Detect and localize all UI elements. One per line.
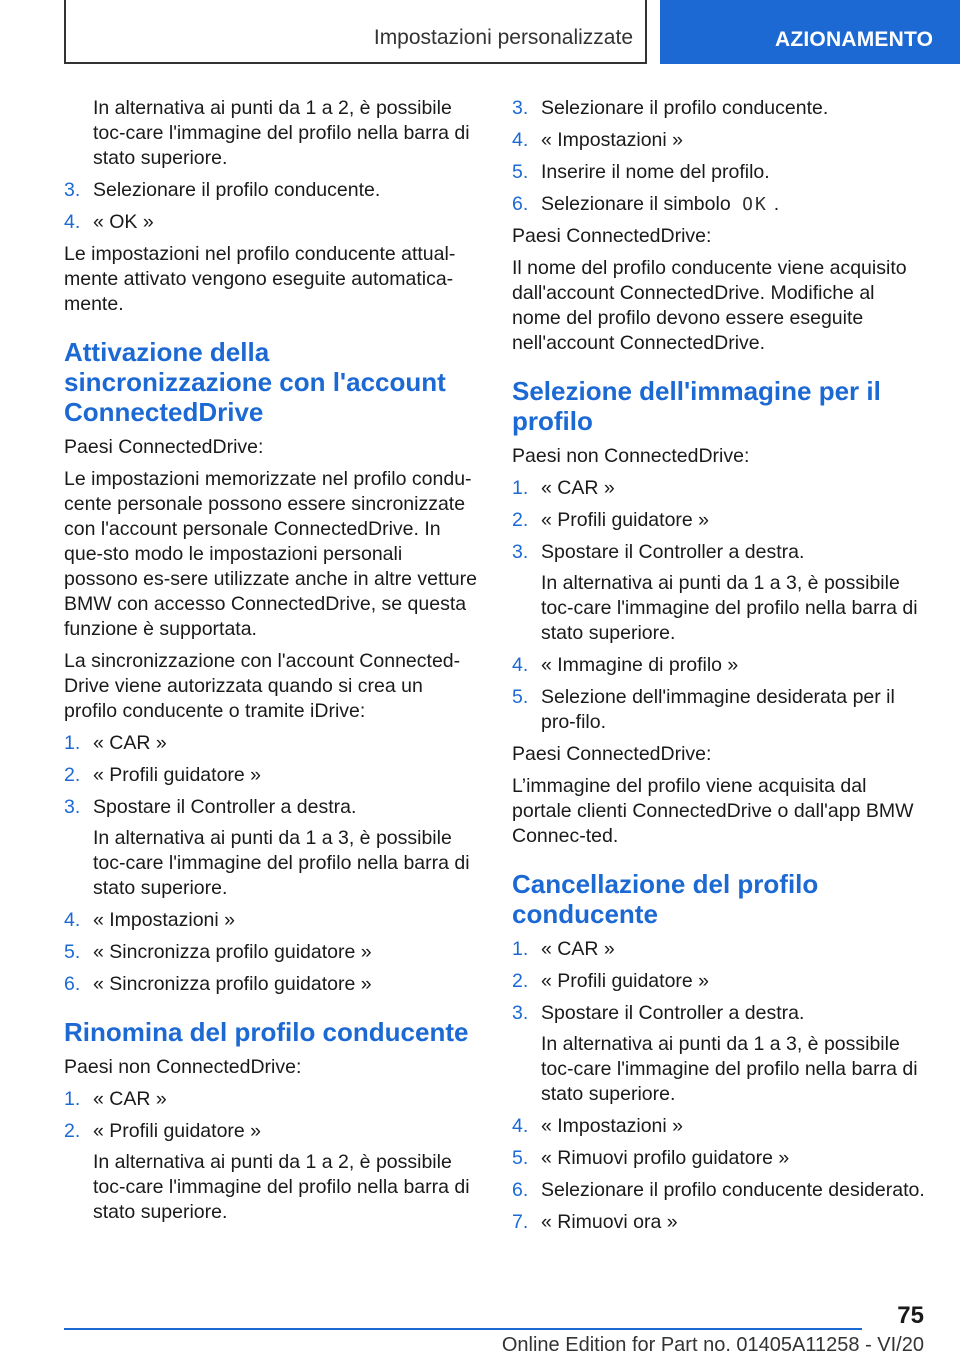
step-text: Spostare il Controller a destra. [541, 1002, 805, 1024]
step-number: 3. [512, 541, 529, 563]
delete-steps-list [512, 937, 926, 1235]
step-number: 5. [512, 1147, 529, 1169]
step-note: In alternativa ai punti da 1 a 3, è possibile toc-care l'immagine del profilo nella barra di stato superiore. [93, 827, 470, 899]
step-text: « OK » [93, 211, 154, 233]
list-item [512, 937, 926, 962]
step-number: 2. [64, 1120, 81, 1142]
step-number: 3. [512, 1002, 529, 1024]
list-item [64, 178, 478, 203]
step-text: Spostare il Controller a destra. [93, 796, 357, 818]
section-title: Impostazioni personalizzate [373, 26, 633, 49]
list-item [512, 685, 926, 735]
step-number: 6. [512, 1179, 529, 1201]
list-item [512, 476, 926, 501]
paragraph: Le impostazioni nel profilo conducente attual-mente attivato vengono eseguite automatica-mente. [64, 243, 456, 315]
step-text: Selezionare il simbolo [541, 193, 731, 215]
step-text: « Impostazioni » [541, 1115, 683, 1137]
step-text-end: . [773, 193, 780, 215]
list-item [512, 160, 926, 185]
list-item [64, 908, 478, 933]
list-item [64, 731, 478, 756]
step-number: 6. [512, 193, 529, 215]
step-number: 2. [64, 764, 81, 786]
heading-sync: Attivazione della sincronizzazione con l'account ConnectedDrive [64, 337, 446, 427]
step-number: 1. [512, 477, 529, 499]
paragraph: L’immagine del profilo viene acquisita dal portale clienti ConnectedDrive o dall'app BMW Connec-ted. [512, 775, 914, 847]
page-header [0, 0, 960, 66]
ok-symbol-icon: OK [742, 194, 768, 215]
region-label: Paesi ConnectedDrive: [512, 225, 712, 247]
list-item [64, 1119, 478, 1225]
step-text: Selezionare il profilo conducente. [541, 97, 829, 119]
list-item [64, 763, 478, 788]
rename-steps-list [64, 1087, 478, 1225]
step-text: « Profili guidatore » [541, 970, 710, 992]
step-note: In alternativa ai punti da 1 a 3, è possibile toc-care l'immagine del profilo nella barra di stato superiore. [541, 572, 918, 644]
step-number: 5. [64, 941, 81, 963]
list-item [512, 969, 926, 994]
list-item [512, 1146, 926, 1171]
region-label: Paesi non ConnectedDrive: [64, 1056, 302, 1078]
step-number: 5. [512, 161, 529, 183]
step-number: 4. [512, 654, 529, 676]
step-text: « Rimuovi ora » [541, 1211, 678, 1233]
list-item [512, 508, 926, 533]
right-column [512, 96, 926, 1242]
step-text: « Impostazioni » [541, 129, 683, 151]
heading-delete: Cancellazione del profilo conducente [512, 869, 819, 929]
section-tab [64, 0, 647, 64]
step-number: 1. [64, 1088, 81, 1110]
step-number: 7. [512, 1211, 529, 1233]
heading-image: Selezione dell'immagine per il profilo [512, 376, 881, 436]
steps-list-a [64, 178, 478, 235]
heading-rename: Rinomina del profilo conducente [64, 1017, 469, 1047]
step-text: « Sincronizza profilo guidatore » [93, 941, 372, 963]
step-text: Selezione dell'immagine desiderata per il pro-filo. [541, 686, 895, 733]
step-text: « CAR » [541, 938, 615, 960]
step-text: « CAR » [93, 732, 167, 754]
step-number: 4. [64, 211, 81, 233]
list-item [64, 795, 478, 901]
step-text: « Rimuovi profilo guidatore » [541, 1147, 790, 1169]
step-text: Selezionare il profilo conducente. [93, 179, 381, 201]
step-number: 1. [512, 938, 529, 960]
list-item [64, 210, 478, 235]
left-column [64, 96, 478, 1232]
list-item [64, 940, 478, 965]
region-label: Paesi ConnectedDrive: [512, 743, 712, 765]
list-item [512, 1001, 926, 1107]
list-item [512, 1114, 926, 1139]
list-item [512, 128, 926, 153]
step-text: Spostare il Controller a destra. [541, 541, 805, 563]
image-steps-list [512, 476, 926, 735]
step-note: In alternativa ai punti da 1 a 3, è possibile toc-care l'immagine del profilo nella barra di stato superiore. [541, 1033, 918, 1105]
paragraph: Il nome del profilo conducente viene acquisito dall'account ConnectedDrive. Modifiche al nome del profilo devono essere eseguite nell'account ConnectedDrive. [512, 257, 907, 354]
paragraph: Le impostazioni memorizzate nel profilo condu-cente personale possono essere sincronizzate con l'account personale ConnectedDrive. In que-sto modo le impostazioni personali possono es-sere utilizzate anche in altre vetture BMW con accesso ConnectedDrive, se questa funzione è supportata. [64, 468, 477, 640]
chapter-title: AZIONAMENTO [775, 28, 934, 51]
step-text: « CAR » [541, 477, 615, 499]
step-text: « Impostazioni » [93, 909, 235, 931]
step-text: Inserire il nome del profilo. [541, 161, 770, 183]
step-number: 4. [64, 909, 81, 931]
paragraph: La sincronizzazione con l'account Connected-Drive viene autorizzata quando si crea un profilo conducente o tramite iDrive: [64, 650, 461, 722]
intro-paragraph: In alternativa ai punti da 1 a 2, è possibile toc-care l'immagine del profilo nella barra di stato superiore. [93, 97, 470, 169]
rename-steps-continued [512, 96, 926, 217]
step-number: 3. [64, 179, 81, 201]
list-item [512, 653, 926, 678]
step-text: « Sincronizza profilo guidatore » [93, 973, 372, 995]
step-number: 1. [64, 732, 81, 754]
region-label: Paesi ConnectedDrive: [64, 436, 264, 458]
step-text: « Immagine di profilo » [541, 654, 739, 676]
list-item [512, 540, 926, 646]
list-item [512, 1210, 926, 1235]
step-text: « Profili guidatore » [93, 764, 262, 786]
sync-steps-list [64, 731, 478, 997]
list-item [512, 1178, 926, 1203]
step-number: 6. [64, 973, 81, 995]
list-item [512, 96, 926, 121]
page-number: 75 [897, 1302, 924, 1329]
step-text: « Profili guidatore » [93, 1120, 262, 1142]
edition-note: Online Edition for Part no. 01405A11258 - VI/20 [501, 1334, 924, 1356]
step-number: 4. [512, 1115, 529, 1137]
step-note: In alternativa ai punti da 1 a 2, è possibile toc-care l'immagine del profilo nella barra di stato superiore. [93, 1151, 470, 1223]
list-item [512, 192, 926, 217]
step-number: 5. [512, 686, 529, 708]
step-text: « Profili guidatore » [541, 509, 710, 531]
footer-divider [64, 1328, 862, 1330]
step-number: 3. [64, 796, 81, 818]
list-item [64, 972, 478, 997]
step-number: 4. [512, 129, 529, 151]
step-number: 3. [512, 97, 529, 119]
step-text: Selezionare il profilo conducente desiderato. [541, 1179, 925, 1201]
region-label: Paesi non ConnectedDrive: [512, 445, 750, 467]
step-number: 2. [512, 509, 529, 531]
chapter-tab [660, 0, 960, 64]
list-item [64, 1087, 478, 1112]
step-text: « CAR » [93, 1088, 167, 1110]
step-number: 2. [512, 970, 529, 992]
